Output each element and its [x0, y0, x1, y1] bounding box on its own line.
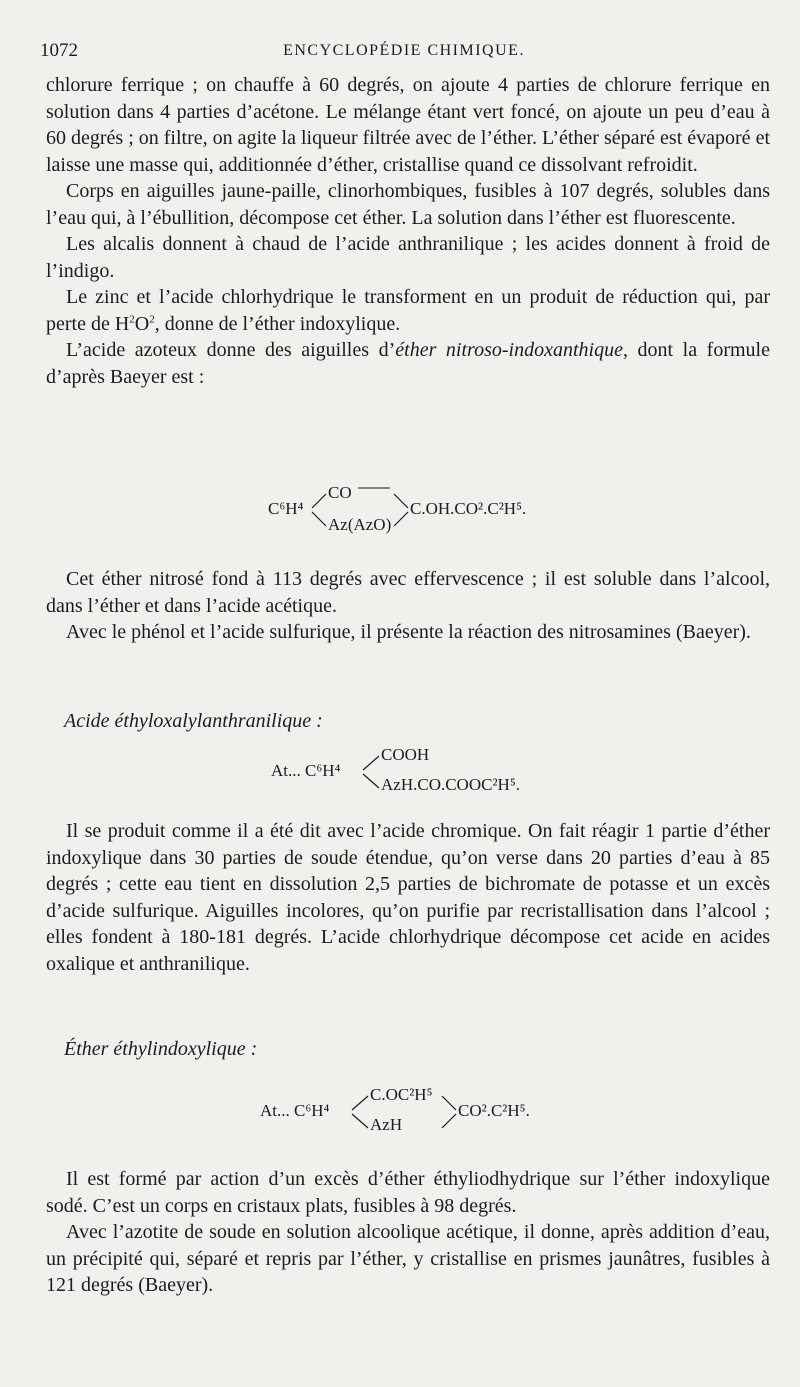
- formula-ethylindoxylique: [260, 1086, 580, 1136]
- section-heading: Acide éthyloxalylanthranilique :: [64, 710, 323, 732]
- text-block-3: [46, 818, 770, 977]
- svg-text:At... C⁶H⁴: At... C⁶H⁴: [271, 761, 341, 780]
- paragraph: Les alcalis donnent à chaud de l’acide anthranilique ; les acides donnent à froid de l’indigo.: [46, 233, 770, 282]
- text-block-2: [46, 566, 770, 646]
- svg-text:CO: CO: [328, 483, 352, 502]
- formula-nitroso-indoxanthique: [268, 484, 568, 534]
- paragraph: Avec le phénol et l’acide sulfurique, il présente la réaction des nitrosamines (Baeyer).: [66, 621, 751, 643]
- svg-text:At... C⁶H⁴: At... C⁶H⁴: [260, 1101, 330, 1120]
- formula-drawing: [271, 746, 571, 796]
- paragraph: Le zinc et l’acide chlorhydrique le transforment en un produit de réduction qui, par perte de $H^2O^2$, donne de l’éther indoxylique.: [46, 286, 770, 335]
- svg-text:AzH: AzH: [370, 1115, 403, 1134]
- svg-text:CO².C²H⁵.: CO².C²H⁵.: [458, 1101, 530, 1120]
- svg-text:C.OC²H⁵: C.OC²H⁵: [370, 1085, 433, 1104]
- text-block-4: [46, 1166, 770, 1299]
- text-block-1: [46, 72, 770, 390]
- section-heading: Éther éthylindoxylique :: [64, 1038, 258, 1060]
- paragraph: Avec l’azotite de soude en solution alcoolique acétique, il donne, après addition d’eau, un précipité qui, séparé et repris par l’éther, y cristallise en prismes jaunâtres, fusibles à 121 degrés (Baeyer).: [46, 1221, 770, 1296]
- paragraph: Il est formé par action d’un excès d’éther éthyliodhydrique sur l’éther indoxylique sodé. C’est un corps en cristaux plats, fusibles à 98 degrés.: [46, 1168, 770, 1217]
- formula-drawing: [260, 1086, 580, 1136]
- page-number: 1072: [40, 40, 78, 61]
- paragraph: Cet éther nitrosé fond à 113 degrés avec effervescence ; il est soluble dans l’alcool, dans l’éther et dans l’acide acétique.: [46, 568, 770, 617]
- paragraph: L’acide azoteux donne des aiguilles d’éther nitroso-indoxanthique, dont la formule d’après Baeyer est :: [46, 339, 770, 388]
- svg-text:Az(AzO): Az(AzO): [328, 515, 392, 534]
- svg-text:C.OH.CO².C²H⁵.: C.OH.CO².C²H⁵.: [410, 499, 527, 518]
- paragraph: Il se produit comme il a été dit avec l’acide chromique. On fait réagir 1 partie d’éther indoxylique dans 30 parties de soude étendue, qu’on verse dans 20 parties d’eau à 85 degrés ; cette eau tient en dissolution 2,5 parties de bichromate de potasse et un excès d’acide sulfurique. Aiguilles incolores, qu’on purifie par recristallisation dans l’alcool ; elles fondent à 180-181 degrés. L’acide chlorhydrique décompose cet acide en acides oxalique et anthranilique.: [46, 820, 770, 975]
- formula-drawing: [268, 484, 568, 534]
- formula-ethyloxalylanthranilique: [271, 746, 571, 796]
- paragraph: Corps en aiguilles jaune-paille, clinorhombiques, fusibles à 107 degrés, solubles dans l’eau qui, à l’ébullition, décompose cet éther. La solution dans l’éther est fluorescente.: [46, 180, 770, 229]
- svg-text:AzH.CO.COOC²H⁵.: AzH.CO.COOC²H⁵.: [381, 775, 520, 794]
- page-header: [40, 40, 768, 70]
- running-title: ENCYCLOPÉDIE CHIMIQUE.: [283, 42, 525, 59]
- paragraph: chlorure ferrique ; on chauffe à 60 degrés, on ajoute 4 parties de chlorure ferrique en solution dans 4 parties d’acétone. Le mélange étant vert foncé, on ajoute un peu d’eau à 60 degrés ; on filtre, on agite la liqueur filtrée avec de l’éther. L’éther séparé est évaporé et laisse une masse qui, additionnée d’éther, cristallise quand ce dissolvant refroidit.: [46, 74, 770, 176]
- svg-text:COOH: COOH: [381, 745, 430, 764]
- svg-text:C⁶H⁴: C⁶H⁴: [268, 499, 304, 518]
